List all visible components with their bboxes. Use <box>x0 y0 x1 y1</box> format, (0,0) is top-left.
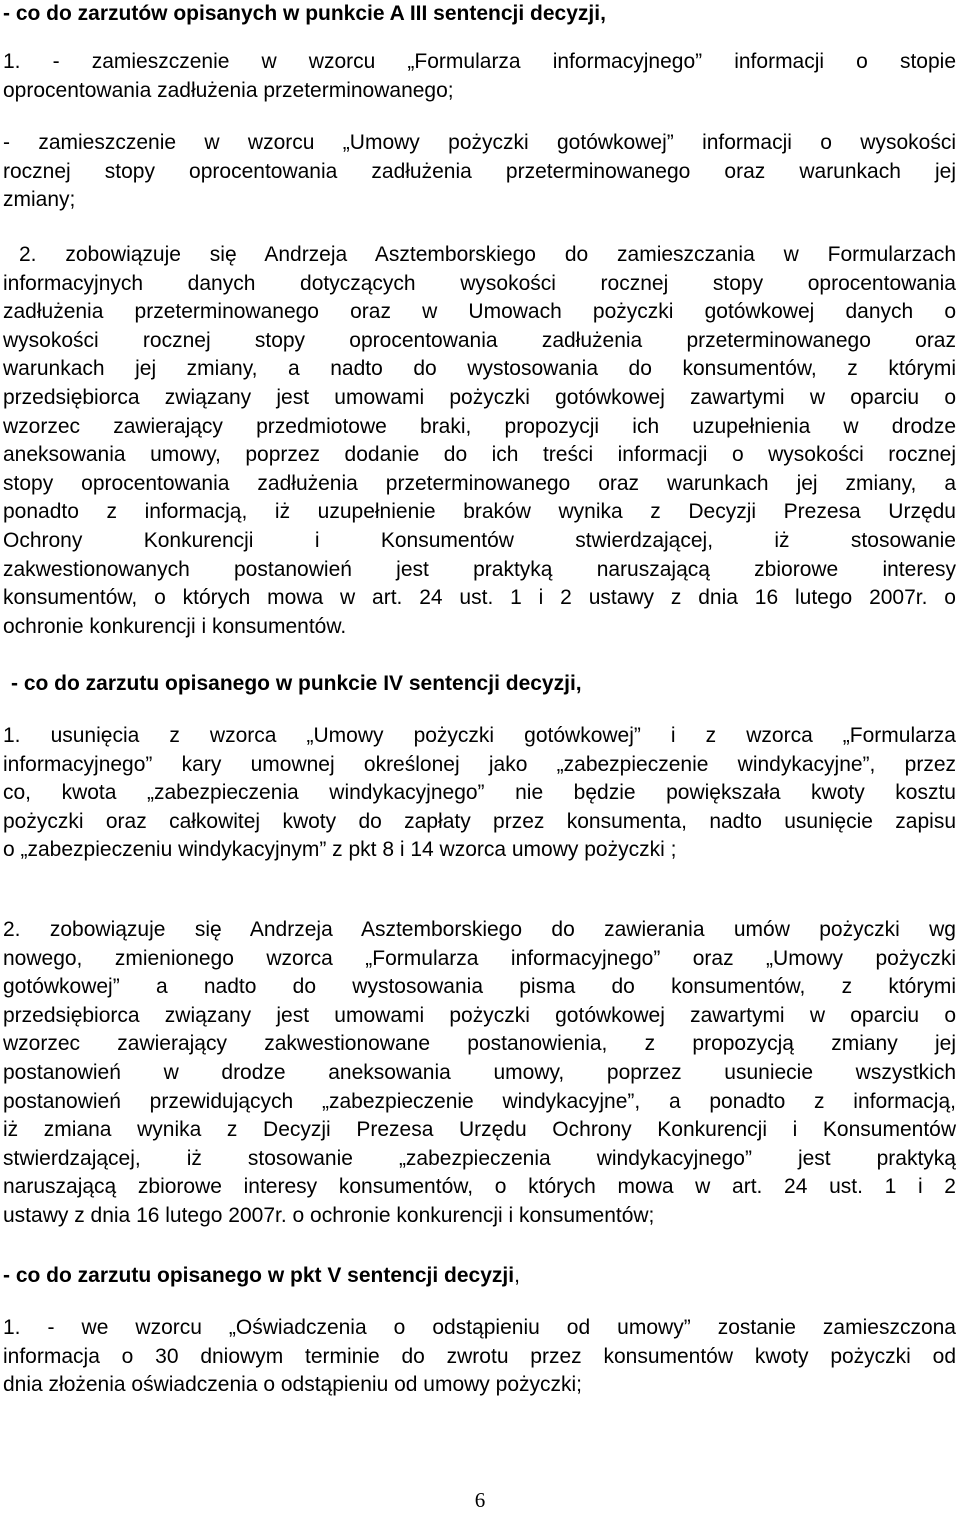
text-line: pożyczki oraz całkowitej kwoty do zapłaty przez konsumenta, nadto usunięcie zapisu <box>3 809 956 833</box>
section-heading-v-text: - co do zarzutu opisanego w pkt V sentencji decyzji <box>3 1264 515 1287</box>
page-number: 6 <box>474 1488 486 1512</box>
text-line: oprocentowania zadłużenia przeterminowanego; <box>3 78 454 102</box>
text-line: warunkach jej zmiany, a nadto do wystosowania do konsumentów, z którymi <box>3 357 956 381</box>
text-line: informacyjnych danych dotyczących wysokości rocznej stopy oprocentowania <box>3 271 956 295</box>
text-line: informacyjnego” kary umownej określonej jako „zabezpieczenie windykacyjne”, przez <box>3 752 956 776</box>
section-heading-iv: - co do zarzutu opisanego w punkcie IV sentencji decyzji, <box>11 672 582 695</box>
text-line: ponadto z informacją, iż uzupełnienie braków wynika z Decyzji Prezesa Urzędu <box>3 500 956 524</box>
text-line: ochronie konkurencji i konsumentów. <box>3 614 347 638</box>
text-line: co, kwota „zabezpieczenia windykacyjnego” nie będzie powiększała kwoty kosztu <box>3 781 956 805</box>
section-heading-v <box>3 1262 520 1291</box>
paragraph-v-item-1 <box>3 1314 956 1400</box>
section-heading-v-comma: , <box>514 1264 520 1287</box>
text-line: 1. - we wzorcu „Oświadczenia o odstąpieniu od umowy” zostanie zamieszczona <box>3 1316 956 1339</box>
text-line: aneksowania umowy, poprzez dodanie do ich treści informacji o wysokości rocznej <box>3 443 956 467</box>
text-line: stopy oprocentowania zadłużenia przeterminowanego oraz warunkach jej zmiany, a <box>3 471 956 495</box>
text-line: przedsiębiorca związany jest umowami pożyczki gotówkowej zawartymi w oparciu o <box>3 385 956 409</box>
paragraph-iv-item-2 <box>3 916 956 1231</box>
text-line: dnia złożenia oświadczenia o odstąpieniu od umowy pożyczki; <box>3 1373 582 1397</box>
text-line: informacja o 30 dniowym terminie do zwrotu przez konsumentów kwoty pożyczki od <box>3 1344 956 1368</box>
paragraph-item-1-form <box>3 48 956 105</box>
text-line: postanowień w drodze aneksowania umowy, poprzez usuniecie wszystkich <box>3 1060 956 1084</box>
text-line: Ochrony Konkurencji i Konsumentów stwierdzającej, iż stosowanie <box>3 528 956 552</box>
text-line: naruszającą zbiorowe interesy konsumentów, o których mowa w art. 24 ust. 1 i 2 <box>3 1175 956 1199</box>
text-line: 2. zobowiązuje się Andrzeja Asztemborskiego do zamieszczania w Formularzach <box>19 243 956 266</box>
text-line: zmiany; <box>3 188 76 212</box>
paragraph-iv-item-1 <box>3 722 956 865</box>
text-line: - zamieszczenie w wzorcu „Umowy pożyczki gotówkowej” informacji o wysokości <box>3 131 956 154</box>
text-line: wzorzec zawierający przedmiotowe braki, propozycji ich uzupełnienia w drodze <box>3 414 956 438</box>
text-line: zakwestionowanych postanowień jest praktyką naruszającą zbiorowe interesy <box>3 557 956 581</box>
text-line: stwierdzającej, iż stosowanie „zabezpieczenia windykacyjnego” jest praktyką <box>3 1146 956 1170</box>
text-line: nowego, zmienionego wzorca „Formularza informacyjnego” oraz „Umowy pożyczki <box>3 946 956 970</box>
text-line: o „zabezpieczeniu windykacyjnym” z pkt 8 i 14 wzorca umowy pożyczki ; <box>3 838 677 862</box>
text-line: konsumentów, o których mowa w art. 24 ust. 1 i 2 ustawy z dnia 16 lutego 2007r. o <box>3 586 956 610</box>
text-line: przedsiębiorca związany jest umowami pożyczki gotówkowej zawartymi w oparciu o <box>3 1003 956 1027</box>
text-line: zadłużenia przeterminowanego oraz w Umowach pożyczki gotówkowej danych o <box>3 300 956 324</box>
text-line: postanowień przewidujących „zabezpieczenie windykacyjne”, a ponadto z informacją, <box>3 1089 956 1113</box>
paragraph-item-2-obligation <box>3 241 956 641</box>
paragraph-item-1-loan <box>3 129 956 215</box>
text-line: gotówkowej” a nadto do wystosowania pisma do konsumentów, z którymi <box>3 975 956 999</box>
text-line: 2. zobowiązuje się Andrzeja Asztemborskiego do zawierania umów pożyczki wg <box>3 918 956 941</box>
text-line: 1. - zamieszczenie w wzorcu „Formularza informacyjnego” informacji o stopie <box>3 50 956 73</box>
text-line: iż zmiana wynika z Decyzji Prezesa Urzędu Ochrony Konkurencji i Konsumentów <box>3 1118 956 1142</box>
text-line: 1. usunięcia z wzorca „Umowy pożyczki gotówkowej” i z wzorca „Formularza <box>3 724 956 747</box>
text-line: ustawy z dnia 16 lutego 2007r. o ochronie konkurencji i konsumentów; <box>3 1203 655 1227</box>
text-line: wysokości rocznej stopy oprocentowania zadłużenia przeterminowanego oraz <box>3 328 956 352</box>
section-heading-a3: - co do zarzutów opisanych w punkcie A III sentencji decyzji, <box>3 2 606 25</box>
text-line: wzorzec zawierający zakwestionowane postanowienia, z propozycją zmiany jej <box>3 1032 956 1056</box>
text-line: rocznej stopy oprocentowania zadłużenia przeterminowanego oraz warunkach jej <box>3 159 956 183</box>
